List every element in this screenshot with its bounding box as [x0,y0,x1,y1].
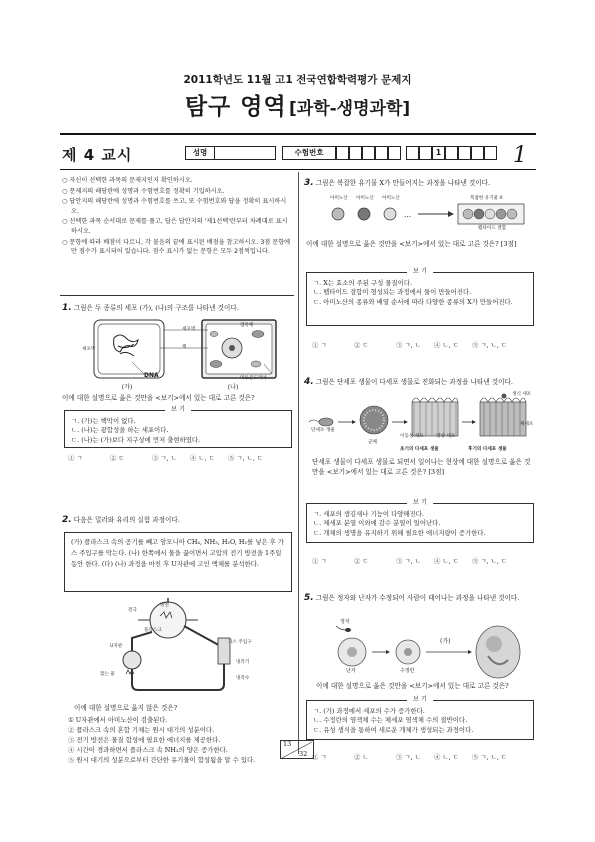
choice-4[interactable]: ④ ㄴ, ㄷ [434,341,459,349]
choice-1[interactable]: ① U자관에서 아미노산이 검출된다. [68,716,168,724]
label-colony: 군체 [368,440,377,445]
bogi-item: ㄱ. 세포의 생김새나 기능이 다양해진다. [313,510,424,518]
choice-2[interactable]: ② ㄷ [354,557,369,565]
label-cell-membrane: 세포막 [82,347,96,352]
title-sub: [과학-생명과학] [289,99,411,119]
label-mitochondria: 미토콘드리아 [240,376,267,381]
q5-choices [312,753,507,762]
label-gas-inlet: 가스 주입구 [228,640,252,645]
label-motile-cell: 이동성 세포 [400,434,424,439]
bogi-item: ㄴ. (나)는 광합성을 하는 세포이다. [71,426,169,435]
label-dna: DNA [144,372,159,379]
page-counter-total: 32 [299,750,308,758]
mitochondria [251,361,261,367]
exam-no-box[interactable] [349,146,362,160]
question-text: 그림은 두 종류의 세포 (가), (나)의 구조를 나타낸 것이다. [73,304,239,312]
arrowhead [448,211,454,217]
choice-3[interactable]: ③ ㄱ, ㄴ [396,557,421,565]
choice-5[interactable]: ⑤ 원시 대기의 성분으로부터 간단한 유기물이 합성됨을 알 수 있다. [68,756,256,764]
notice-rule [60,295,294,296]
question-number: 2. [62,515,72,525]
choice-2[interactable]: ② 플라스크 속의 혼합 기체는 원시 대기의 성분이다. [68,726,215,734]
choice-5[interactable]: ⑤ ㄱ, ㄴ, ㄷ [228,454,264,462]
cell-a-body [94,320,164,378]
label-cooling: 냉각기 [236,660,250,665]
mitochondria [210,332,218,337]
label-later-multicellular: 후기의 다세포 생물 [468,447,507,452]
header-rule [60,133,536,135]
bogi-item: ㄱ. X는 효소의 주된 구성 물질이다. [313,279,413,287]
exam-no-box[interactable] [375,146,388,160]
amino-acid-2 [358,208,370,220]
procedure-step: (가) 플라스크 속의 공기를 빼고 암모니아 CH₄, NH₃, H₂O, H₂를 넣은 후 가스 주입구를 막는다. [71,538,284,557]
question-text: 그림은 정자와 난자가 수정되어 사람이 태어나는 과정을 나타낸 것이다. [315,594,520,602]
amino-acid-1 [332,208,344,220]
notice-item: ○ 문제지의 해당란에 성명과 수험번호를 정확히 기입하시오. [62,187,292,197]
label-nutritive-cell: 영양 세포 [436,434,456,439]
label-amino-acid: 아미노산 [330,196,348,201]
single-cell [319,418,333,426]
choice-4[interactable]: ④ ㄴ, ㄷ [434,753,459,761]
label-process-a: (가) [440,638,451,645]
question-3 [304,177,538,190]
q3-bogi-box [306,268,534,326]
choice-3[interactable]: ③ ㄱ, ㄴ [396,753,421,761]
exam-no-box[interactable] [419,146,432,160]
label-spark: 방전 [160,603,169,608]
label-amino-acid: 아미노산 [382,196,400,201]
bogi-header: 보 기 [165,406,191,415]
question-text: 그림은 복잡한 유기물 X가 만들어지는 과정을 나타낸 것이다. [315,179,491,187]
notice-item: ○ 선택한 과목 순서대로 문제를 풀고, 답은 답안지의 '제1선택'란부터 차례대로 표시하시오. [62,217,292,236]
steam-tube [132,632,152,651]
label-single-cell: 단세포 생물 [311,428,335,433]
label-reproductive-cell: 생식 세포 [512,392,532,397]
sperm [336,626,346,630]
choice-2[interactable]: ② ㄴ [354,753,369,761]
exam-title [0,91,595,124]
question-text: 그림은 단세포 생물이 다세포 생물로 진화되는 과정을 나타낸 것이다. [315,378,514,386]
bogi-item: ㄱ. (가) 과정에서 세포의 수가 증가한다. [313,707,425,715]
choice-3[interactable]: ③ 전기 방전은 물질 합성에 필요한 에너지를 제공한다. [68,736,221,744]
procedure-step: (나) 한쪽에서 물을 끓이면서 고압의 전기 방전을 1주일 동안 한다. [71,548,282,568]
label-boil: 끓는 물 [100,672,115,677]
question-number: 4. [304,377,314,387]
caption-b: (나) [227,384,239,391]
choice-1[interactable]: ① ㄱ [312,341,327,349]
nucleolus [229,345,235,351]
question-number: 5. [304,593,314,603]
question-number: 1. [62,303,72,313]
exam-no-box[interactable] [445,146,458,160]
label-peptide-bond: 펩타이드 결합 [478,226,507,231]
boiling-flask [123,651,141,669]
choice-1[interactable]: ① ㄱ [312,753,327,761]
q5-bogi-box [306,696,534,740]
exam-no-box[interactable] [388,146,401,160]
label-water-in: 냉각수 [236,676,250,681]
label-egg: 난자 [346,668,356,674]
bogi-item: ㄷ. 개체의 생명을 유지하기 위해 필요한 에너지량이 증가한다. [313,528,486,537]
amino-acid-3 [384,208,396,220]
choice-4[interactable]: ④ 시간이 경과하면서 플라스크 속 NH₃의 양은 증가한다. [68,746,228,754]
name-field[interactable] [214,146,276,160]
q2-procedure-box [64,532,292,592]
q2-prompt: 이에 대한 설명으로 옳지 않은 것은? [74,704,178,712]
choice-4[interactable]: ④ ㄴ, ㄷ [190,454,215,462]
u-tube [132,668,224,690]
procedure-step: (다) (나) 과정을 마친 후 U자관에 고인 액체를 분석한다. [101,559,259,568]
bogi-item: ㄴ. 수정란의 염색체 수는 체세포 염색체 수의 절반이다. [313,716,468,725]
chloroplast [210,361,222,368]
notice-item: ○ 답안지의 해당란에 성명과 수험번호를 쓰고, 또 수험번호와 답을 정확히 표시하시오. [62,197,292,216]
label-amino-acid: 아미노산 [356,196,374,201]
bogi-item: ㄷ. (나)는 (가)보다 지구상에 먼저 출현하였다. [71,435,201,444]
choice-5[interactable]: ⑤ ㄱ, ㄴ, ㄷ [472,341,508,349]
choice-1[interactable]: ① ㄱ [312,557,327,565]
q4-choices [312,557,507,566]
label-body-cell: 체세포 [520,422,534,427]
label-early-multicellular: 초기의 다세포 생물 [400,447,439,452]
choice-3[interactable]: ③ ㄱ, ㄴ [152,454,177,462]
label-electrode: 전극 [128,608,137,613]
exam-no-box[interactable] [336,146,349,160]
label-trap: U자관 [110,644,123,649]
column-divider [298,172,299,754]
title-main: 탐구 영역 [184,94,287,120]
choice-4[interactable]: ④ ㄴ, ㄷ [434,557,459,565]
q1-choices [68,454,263,463]
q1-prompt: 이에 대한 설명으로 옳은 것만을 <보기>에서 있는 대로 고른 것은? [62,394,255,402]
q1-bogi-box [64,406,292,448]
header-rule-bottom [60,169,536,170]
bogi-header: 보 기 [407,268,433,277]
q3-choices [312,341,507,350]
notice-item: ○ 자신이 선택한 과목의 문제지인지 확인하시오. [62,176,292,186]
chloroplast [252,331,264,338]
caption-a: (가) [121,384,133,391]
question-2 [62,514,292,527]
label-nucleus: 핵 [182,345,187,350]
question-1 [62,302,292,315]
label-product-x: 복잡한 유기물 X [470,196,503,201]
question-number: 3. [304,178,314,188]
period-label: 제 4 교시 [62,146,133,164]
choice-3[interactable]: ③ ㄱ, ㄴ [396,341,421,349]
choice-5[interactable]: ⑤ ㄱ, ㄴ, ㄷ [472,753,508,761]
label-flask: 플라스크 [144,628,162,633]
svg-text:…: … [404,211,411,219]
notice-item: ○ 문항에 따라 배점이 다르니, 각 물음의 끝에 표시된 배점을 참고하시오. 3점 문항에만 점수가 표시되어 있습니다. 점수 표시가 없는 문항은 모두 2점씩입니다. [62,238,292,257]
question-text: 다음은 밀러와 유리의 실험 과정이다. [73,516,180,524]
bogi-item: ㄴ. 체세포 분열 이외에 감수 분열이 일어난다. [313,519,441,528]
page-counter-current: 13 [283,740,292,748]
exam-no-label: 수험번호 [282,146,336,160]
fetus [476,626,520,678]
label-zygote: 수정란 [400,668,415,674]
q5-prompt: 이에 대한 설명으로 옳은 것만을 <보기>에서 있는 대로 고른 것은? [316,682,509,690]
bogi-item: ㄷ. 아미노산의 종류와 배열 순서에 따라 다양한 종류의 X가 만들어진다. [313,297,513,306]
q4-prompt: 단세포 생물이 다세포 생물로 되면서 일어나는 현상에 대한 설명으로 옳은 것만을 <보기>에서 있는 대로 고른 것은? [3점] [312,458,531,476]
choice-5[interactable]: ⑤ ㄱ, ㄴ, ㄷ [472,557,508,565]
bogi-header: 보 기 [407,696,433,705]
exam-no-box[interactable] [362,146,375,160]
exam-subtitle: 2011학년도 11월 고1 전국연합학력평가 문제지 [183,74,412,86]
label-cell-wall: 세포벽 [182,327,196,332]
exam-no-box[interactable] [471,146,484,160]
label-sperm: 정자 [340,619,350,625]
name-label: 성명 [185,146,215,160]
early-multicellular [412,398,458,436]
exam-no-box[interactable] [406,146,419,160]
bogi-item: ㄴ. 펩타이드 결합이 형성되는 과정에서 물이 만들어진다. [313,288,472,297]
exam-no-box[interactable] [484,146,497,160]
label-chloroplast: 엽록체 [240,323,254,328]
choice-1[interactable]: ① ㄱ [68,454,83,462]
q3-prompt: 이에 대한 설명으로 옳은 것만을 <보기>에서 있는 대로 고른 것은? [3점] [306,240,517,248]
question-4 [304,376,538,389]
exam-no-digit[interactable]: 1 [432,146,445,160]
choice-2[interactable]: ② ㄷ [354,341,369,349]
page-number: 1 [513,143,527,168]
bogi-header: 보 기 [407,499,433,508]
bogi-item: ㄷ. 유성 생식을 통하여 새로운 개체가 생성되는 과정이다. [313,725,474,734]
notice-list [62,176,292,258]
later-multicellular [480,394,526,437]
bogi-item: ㄱ. (가)는 핵막이 없다. [71,417,136,425]
question-5 [304,592,538,605]
choice-2[interactable]: ② ㄷ [110,454,125,462]
q4-bogi-box [306,499,534,543]
exam-no-box[interactable] [458,146,471,160]
